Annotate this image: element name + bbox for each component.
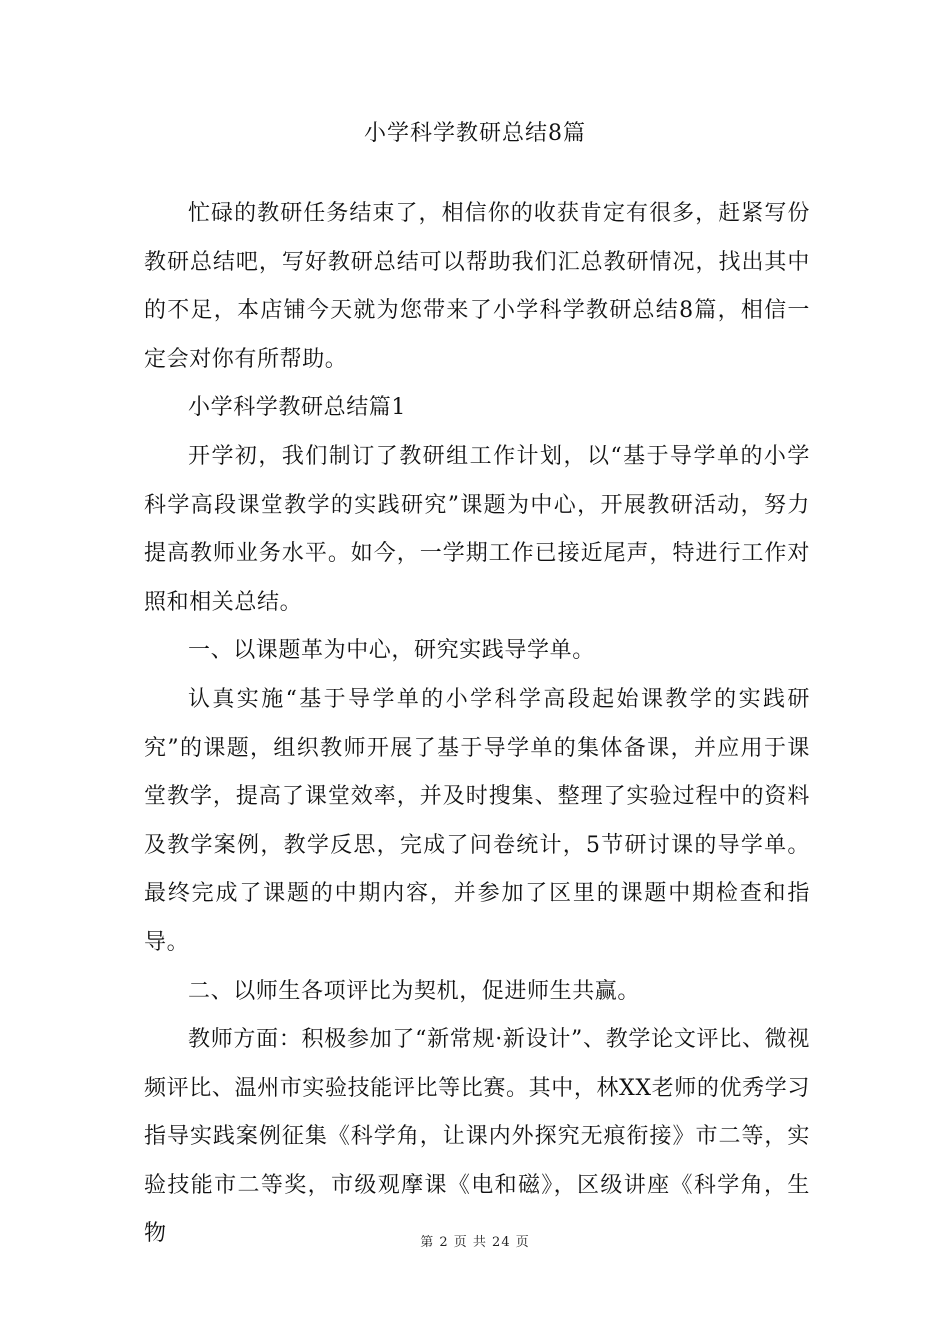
body-paragraph: 教师方面：积极参加了“新常规·新设计”、教学论文评比、微视频评比、温州市实验技能评比等比赛。其中，林XX老师的优秀学习指导实践案例征集《科学角，让课内外探究无痕衔接》市二等，实验技能市二等奖，市级观摩课《电和磁》，区级讲座《科学角，生物 bbox=[144, 1027, 810, 1247]
body-paragraph: 开学初，我们制订了教研组工作计划，以“基于导学单的小学科学高段课堂教学的实践研究”课题为中心，开展教研活动，努力提高教师业务水平。如今，一学期工作已接近尾声，特进行工作对照和相关总结。 bbox=[144, 443, 810, 615]
intro-paragraph: 忙碌的教研任务结束了，相信你的收获肯定有很多，赶紧写份教研总结吧，写好教研总结可以帮助我们汇总教研情况，找出其中的不足，本店铺今天就为您带来了小学科学教研总结8篇，相信一定会对你有所帮助。 bbox=[144, 201, 810, 372]
subsection-heading: 二、以师生各项评比为契机，促进师生共赢。 bbox=[188, 978, 641, 1004]
body-paragraph: 认真实施“基于导学单的小学科学高段起始课教学的实践研究”的课题，组织教师开展了基于导学单的集体备课，并应用于课堂教学，提高了课堂效率，并及时搜集、整理了实验过程中的资料及教学案例，教学反思，完成了问卷统计，5节研讨课的导学单。最终完成了课题的中期内容，并参加了区里的课题中期检查和指导。 bbox=[144, 686, 810, 955]
document-title: 小学科学教研总结8篇 bbox=[364, 121, 586, 146]
document-body bbox=[144, 190, 810, 1259]
page-number-footer: 第 2 页 共 24 页 bbox=[420, 1235, 530, 1250]
section-heading: 小学科学教研总结篇1 bbox=[188, 395, 406, 421]
subsection-heading: 一、以课题革为中心，研究实践导学单。 bbox=[188, 638, 595, 664]
